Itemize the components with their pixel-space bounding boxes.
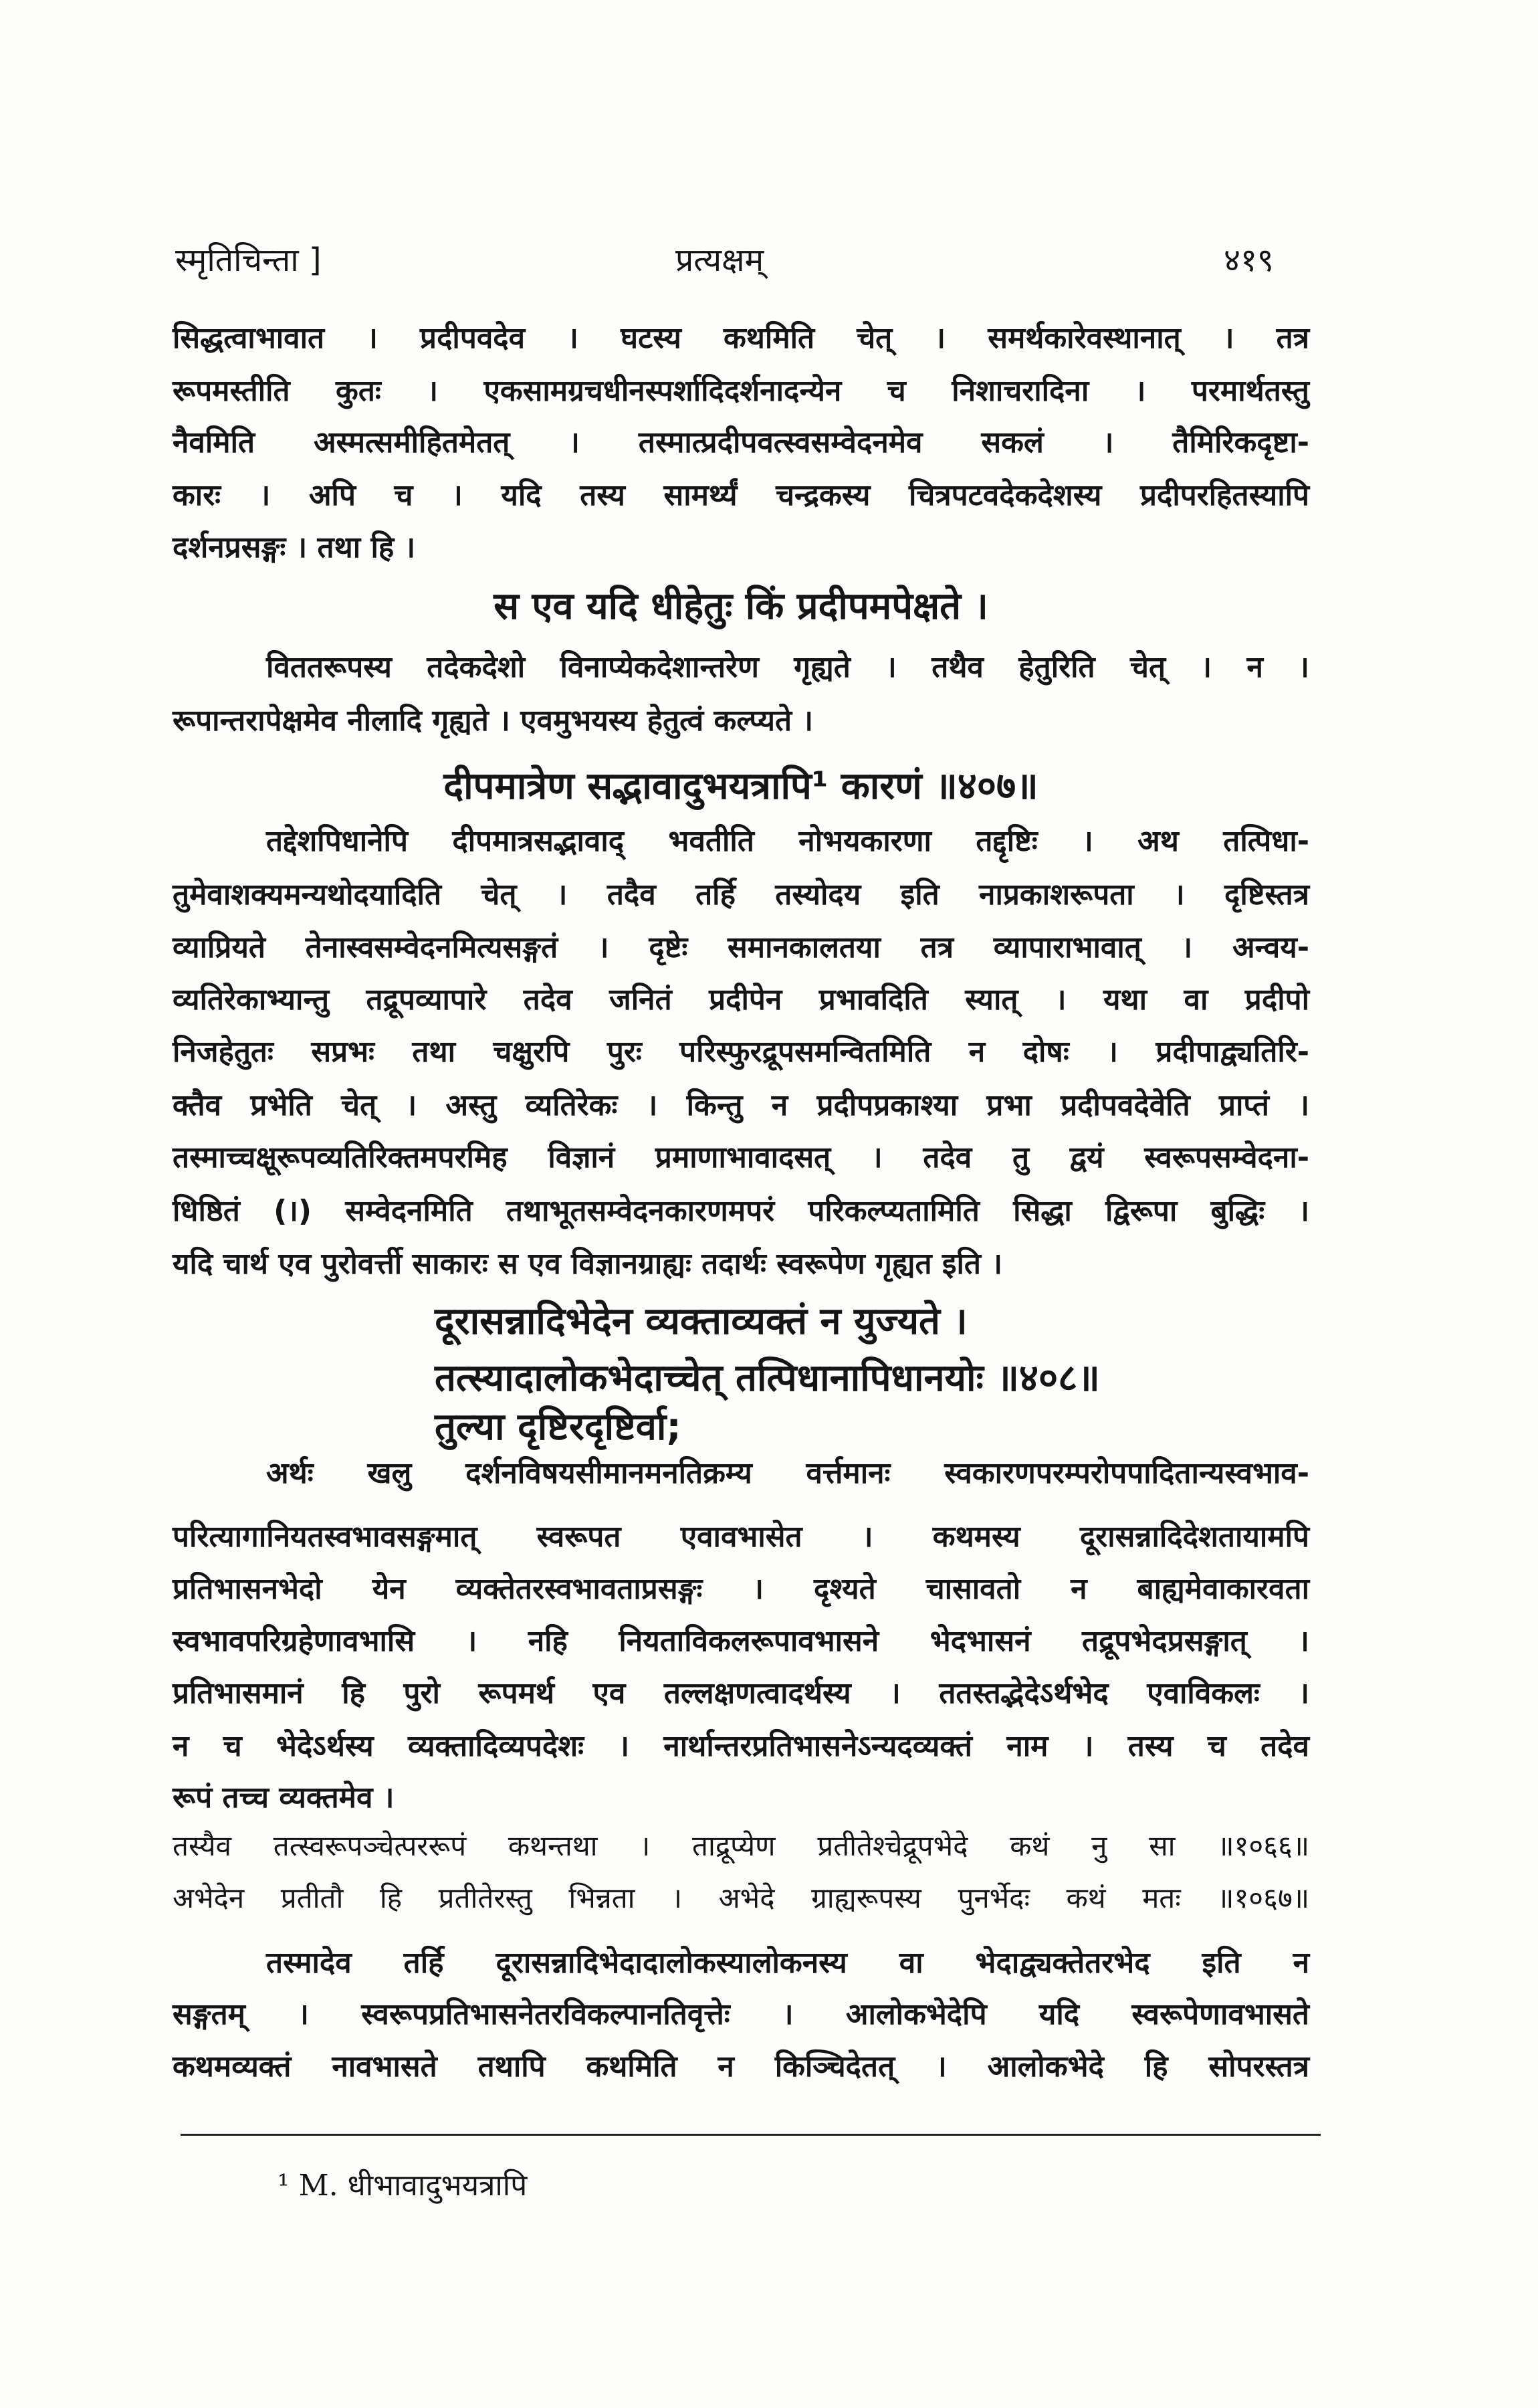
text-line: क्तैव प्रभेति चेत् । अस्तु व्यतिरेकः । किन्तु न प्रदीपप्रकाश्या प्रभा प्रदीपवदेवेति प्राप्तं । — [173, 1088, 1309, 1122]
verse-line: तत्स्यादालोकभेदाच्चेत् तत्पिधानापिधानयोः ॥४०८॥ — [435, 1357, 1100, 1400]
text-line: स्वभावपरिग्रहेणावभासि । नहि नियताविकलरूपावभासने भेदभासनं तद्रूपभेदप्रसङ्गात् । — [173, 1624, 1309, 1658]
text-line: तस्मादेव तर्हि दूरासन्नादिभेदादालोकस्यालोकनस्य वा भेदाद्व्यक्तेतरभेद इति न — [266, 1946, 1309, 1980]
footnote-rule — [181, 2134, 1321, 2136]
text-line: व्यतिरेकाभ्यान्तु तद्रूपव्यापारे तदेव जनितं प्रदीपेन प्रभावदिति स्यात् । यथा वा प्रदीपो — [173, 983, 1309, 1017]
text-line: यदि चार्थ एव पुरोवर्त्ती साकारः स एव विज्ञानग्राह्यः तदार्थः स्वरूपेण गृह्यत इति । — [173, 1247, 1003, 1281]
text-line: सङ्गतम् । स्वरूपप्रतिभासनेतरविकल्पानतिवृत्तेः । आलोकभेदेपि यदि स्वरूपेणावभासते — [173, 1997, 1309, 2031]
verse-line: दीपमात्रेण सद्भावादुभयत्रापि¹ कारणं ॥४०७॥ — [443, 765, 1038, 808]
verse-line: तुल्या दृष्टिरदृष्टिर्वा; — [435, 1405, 681, 1449]
text-line: रूपं तच्च व्यक्तमेव । — [173, 1781, 395, 1815]
text-line: तुमेवाशक्यमन्यथोदयादिति चेत् । तदैव तर्हि तस्योदय इति नाप्रकाशरूपता । दृष्टिस्तत्र — [173, 878, 1309, 912]
quoted-verse-line: तस्यैव तत्स्वरूपञ्चेत्पररूपं कथन्तथा । ताद्रूप्येण प्रतीतेश्चेद्रूपभेदे कथं नु सा ॥१०६६॥ — [173, 1829, 1309, 1862]
text-line: सिद्धत्वाभावात । प्रदीपवदेव । घटस्य कथमिति चेत् । समर्थकारेवस्थानात् । तत्र — [173, 321, 1309, 355]
text-line: परित्यागानियतस्वभावसङ्गमात् स्वरूपत एवावभासेत । कथमस्य दूरासन्नादिदेशतायामपि — [173, 1520, 1309, 1554]
text-line: प्रतिभासमानं हि पुरो रूपमर्थ एव तल्लक्षणत्वादर्थस्य । ततस्तद्भेदेऽर्थभेद एवाविकलः । — [173, 1676, 1309, 1710]
running-head-title: प्रत्यक्षम् — [675, 241, 764, 279]
text-line: न च भेदेऽर्थस्य व्यक्तादिव्यपदेशः । नार्थान्तरप्रतिभासनेऽन्यदव्यक्तं नाम । तस्य च तदेव — [173, 1729, 1309, 1763]
text-line: तद्देशपिधानेपि दीपमात्रसद्भावाद् भवतीति नोभयकारणा तद्दृष्टिः । अथ तत्पिधा- — [266, 824, 1309, 858]
text-line: विततरूपस्य तदेकदेशो विनाप्येकदेशान्तरेण गृह्यते । तथैव हेतुरिति चेत् । न । — [266, 650, 1309, 684]
text-line: निजहेतुतः सप्रभः तथा चक्षुरपि पुरः परिस्फुरद्रूपसमन्वितमिति न दोषः । प्रदीपाद्व्यतिरि- — [173, 1035, 1309, 1069]
footnote: ¹ M. धीभावादुभयत्रापि — [278, 2169, 528, 2203]
text-line: कारः । अपि च । यदि तस्य सामर्थ्यं चन्द्रकस्य चित्रपटवदेकदेशस्य प्रदीपरहितस्यापि — [173, 478, 1309, 512]
text-line: दर्शनप्रसङ्गः । तथा हि । — [173, 530, 416, 565]
text-line: अर्थः खलु दर्शनविषयसीमानमनतिक्रम्य वर्त्तमानः स्वकारणपरम्परोपपादितान्यस्वभाव- — [266, 1456, 1309, 1490]
running-head-left: स्मृतिचिन्ता ] — [175, 241, 322, 279]
page-number: ४१९ — [1224, 241, 1274, 279]
text-line: नैवमिति अस्मत्समीहितमेतत् । तस्मात्प्रदीपवत्स्वसम्वेदनमेव सकलं । तैमिरिकदृष्टा- — [173, 425, 1309, 460]
text-line: प्रतिभासनभेदो येन व्यक्तेतरस्वभावताप्रसङ्गः । दृश्यते चासावतो न बाह्यमेवाकारवता — [173, 1572, 1309, 1606]
text-line: रूपमस्तीति कुतः । एकसामग्रचधीनस्पर्शादिदर्शनादन्येन च निशाचरादिना । परमार्थतस्तु — [173, 374, 1309, 408]
verse-line: स एव यदि धीहेतुः किं प्रदीपमपेक्षते । — [493, 585, 988, 628]
text-line: कथमव्यक्तं नावभासते तथापि कथमिति न किञ्चिदेतत् । आलोकभेदे हि सोपरस्तत्र — [173, 2049, 1309, 2084]
quoted-verse-line: अभेदेन प्रतीतौ हि प्रतीतेरस्तु भिन्नता । अभेदे ग्राह्यरूपस्य पुनर्भेदः कथं मतः ॥१०६७॥ — [173, 1882, 1309, 1914]
text-line: रूपान्तरापेक्षमेव नीलादि गृह्यते । एवमुभयस्य हेतुत्वं कल्प्यते । — [173, 704, 814, 738]
text-line: व्याप्रियते तेनास्वसम्वेदनमित्यसङ्गतं । दृष्टेः समानकालतया तत्र व्यापाराभावात् । अन्वय- — [173, 930, 1309, 965]
text-line: धिष्ठितं (।) सम्वेदनमिति तथाभूतसम्वेदनकारणमपरं परिकल्प्यतामिति सिद्धा द्विरूपा बुद्धिः । — [173, 1194, 1309, 1228]
verse-line: दूरासन्नादिभेदेन व्यक्ताव्यक्तं न युज्यते । — [435, 1300, 968, 1343]
text-line: तस्माच्चक्षूरूपव्यतिरिक्तमपरमिह विज्ञानं प्रमाणाभावादसत् । तदेव तु द्वयं स्वरूपसम्वेदना- — [173, 1140, 1309, 1175]
